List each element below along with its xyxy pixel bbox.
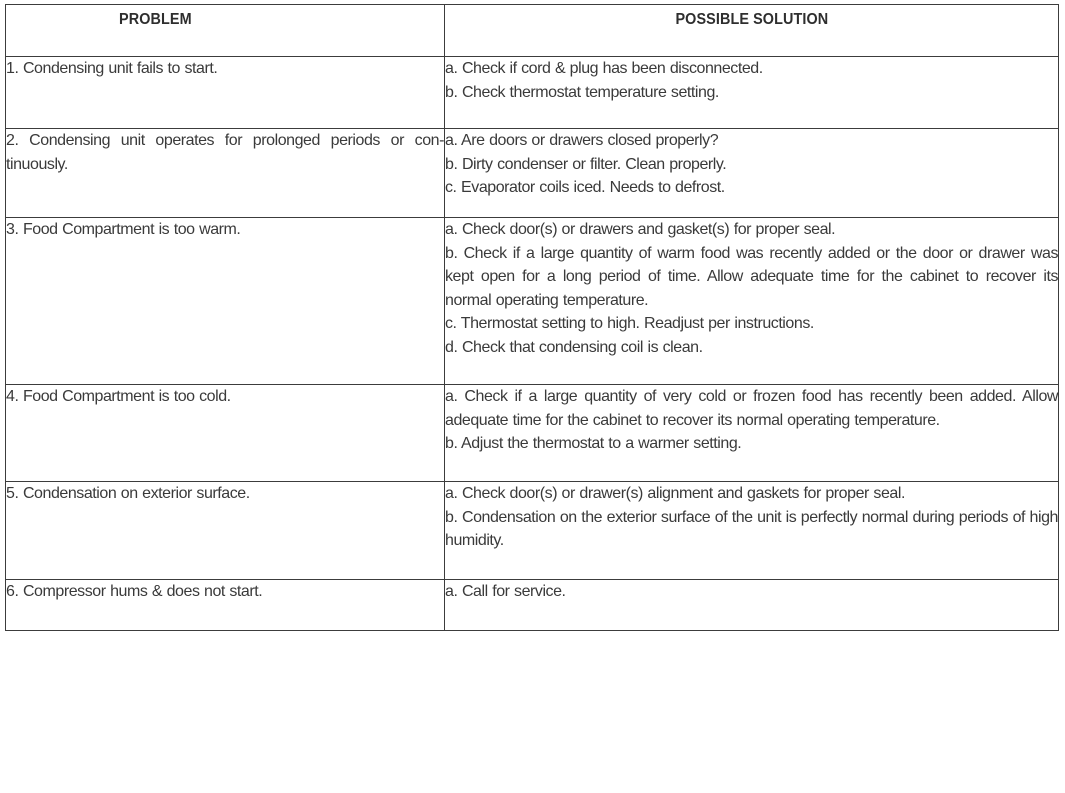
problem-cell — [6, 482, 445, 580]
solution-item: a. Check if a large quantity of very cold or frozen food has recently been added. Allow adequate time for the cabinet to recover its normal operating temperature. — [445, 388, 1058, 429]
solution-item: b. Adjust the thermostat to a warmer setting. — [445, 435, 742, 452]
solution-cell — [445, 57, 1059, 129]
problem-text: 6. Compressor hums & does not start. — [6, 583, 263, 600]
problem-text: 4. Food Compartment is too cold. — [6, 388, 231, 405]
solution-cell — [445, 482, 1059, 580]
solution-item: a. Check if cord & plug has been disconnected. — [445, 60, 763, 77]
solution-cell — [445, 580, 1059, 631]
table-row — [6, 482, 1059, 580]
problem-cell — [6, 57, 445, 129]
problem-cell — [6, 129, 445, 218]
problem-cell — [6, 580, 445, 631]
problem-cell — [6, 218, 445, 385]
solution-column-header: POSSIBLE SOLUTION — [445, 5, 1059, 57]
problem-column-header: PROBLEM — [6, 5, 445, 57]
problem-text: 3. Food Compartment is too warm. — [6, 221, 241, 238]
solution-item: b. Check thermostat temperature setting. — [445, 83, 719, 101]
problem-cell — [6, 385, 445, 482]
table-row — [6, 580, 1059, 631]
troubleshooting-table — [5, 4, 1059, 631]
solution-item: a. Call for service. — [445, 583, 566, 600]
solution-item: a. Check door(s) or drawer(s) alignment and gaskets for proper seal. — [445, 485, 905, 502]
problem-text: 2. Condensing unit operates for prolonged periods or con- tinuously. — [6, 132, 444, 173]
problem-text: 5. Condensation on exterior surface. — [6, 485, 250, 502]
table-row — [6, 57, 1059, 129]
solution-item: c. Evaporator coils iced. Needs to defrost. — [445, 179, 725, 196]
solution-cell — [445, 385, 1059, 482]
solution-cell — [445, 129, 1059, 218]
solution-item: d. Check that condensing coil is clean. — [445, 338, 703, 356]
header-row — [6, 5, 1059, 57]
solution-item: a. Check door(s) or drawers and gasket(s) for proper seal. — [445, 221, 836, 238]
solution-cell — [445, 218, 1059, 385]
solution-item: c. Thermostat setting to high. Readjust per instructions. — [445, 315, 814, 332]
table-row — [6, 218, 1059, 385]
table-row — [6, 129, 1059, 218]
solution-item: b. Dirty condenser or filter. Clean properly. — [445, 155, 727, 173]
solution-item: b. Check if a large quantity of warm food was recently added or the door or drawer was kept open for a long period of time. Allow adequate time for the cabinet to recover its normal operating temperature. — [445, 244, 1058, 309]
problem-text: 1. Condensing unit fails to start. — [6, 60, 218, 77]
solution-item: b. Condensation on the exterior surface of the unit is perfectly normal during periods of high humidity. — [445, 508, 1058, 549]
solution-item: a. Are doors or drawers closed properly? — [445, 132, 719, 149]
table-row — [6, 385, 1059, 482]
